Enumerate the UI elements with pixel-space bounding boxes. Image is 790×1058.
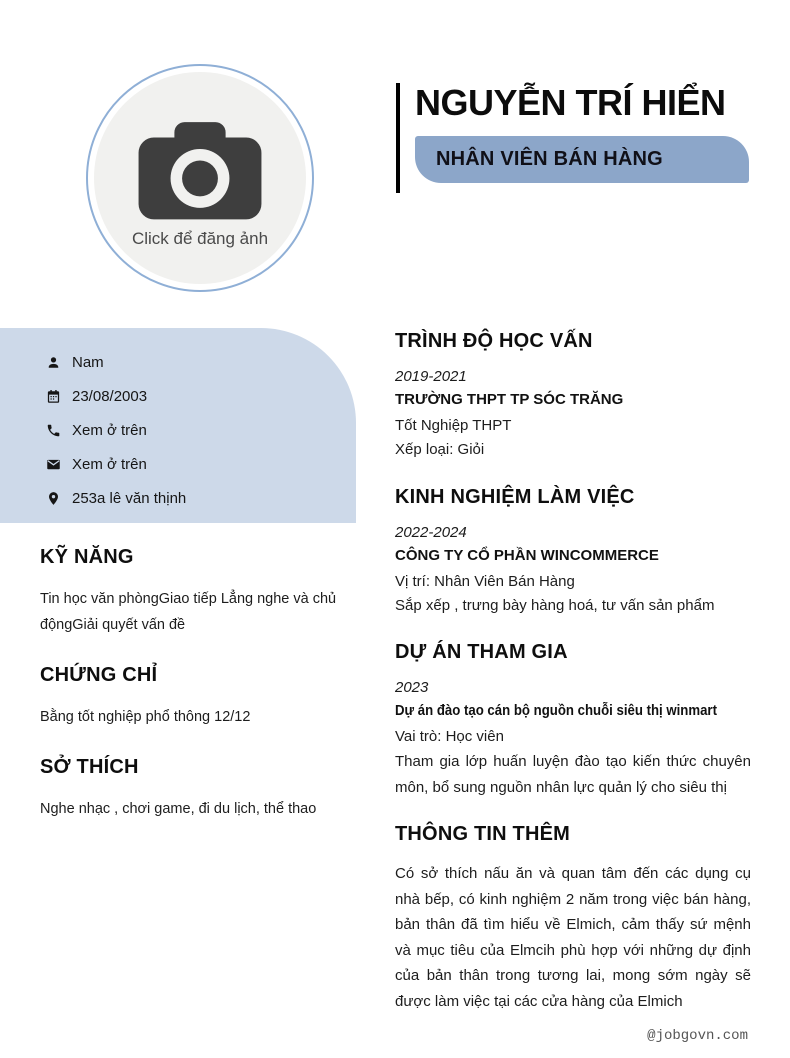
certificates-text: Bằng tốt nghiệp phổ thông 12/12 [40, 709, 251, 726]
phone-value: Xem ở trên [72, 421, 147, 439]
project-period: 2023 [395, 679, 429, 697]
right-column [395, 326, 751, 1014]
additional-info-text: Có sở thích nấu ăn và quan tâm đến các dụng cụ nhà bếp, có kinh nghiệm 2 năm trong việc bán hàng, bản thân đã tìm hiểu về Elmich, cảm thấy sứ mệnh và mục tiêu của Elmcih phù hợp với những dự định của bản thân trong tương lai, mong sớm ngày sẽ được làm việc tại các cửa hàng của Elmich [395, 865, 751, 1010]
phone-icon [46, 423, 61, 438]
education-degree: Tốt Nghiệp THPT [395, 417, 512, 434]
contact-row-gender [46, 352, 356, 372]
email-value: Xem ở trên [72, 455, 147, 473]
project-description: Tham gia lớp huấn luyện đào tạo kiến thức chuyên môn, bổ sung nguồn nhân lực quản lý cho siêu thị [395, 753, 751, 796]
additional-info-section-title: THÔNG TIN THÊM [395, 823, 571, 846]
contact-row-phone [46, 420, 356, 440]
education-section-title: TRÌNH ĐỘ HỌC VẤN [395, 330, 593, 352]
education-rank: Xếp loại: Giỏi [395, 441, 485, 459]
address-value: 253a lê văn thịnh [72, 489, 187, 507]
calendar-icon [46, 389, 61, 404]
education-school: TRƯỜNG THPT TP SÓC TRĂNG [395, 391, 624, 408]
experience-section-title: KINH NGHIỆM LÀM VIỆC [395, 485, 635, 508]
header [396, 80, 756, 183]
experience-description: Sắp xếp , trưng bày hàng hoá, tư vấn sản phẩm [395, 596, 715, 614]
contact-row-birthdate [46, 386, 356, 406]
experience-period: 2022-2024 [395, 523, 467, 541]
hobbies-section-title: SỞ THÍCH [40, 756, 139, 779]
person-icon [46, 355, 61, 370]
photo-upload-button[interactable] [86, 64, 314, 292]
mail-icon [46, 457, 61, 472]
education-period: 2019-2021 [395, 368, 467, 385]
camera-icon [136, 122, 264, 222]
gender-value: Nam [72, 353, 104, 371]
candidate-name: NGUYỄN TRÍ HIỂN [415, 82, 726, 123]
contact-row-email [46, 454, 356, 474]
photo-upload-label: Click để đăng ảnh [131, 229, 269, 248]
skills-text: Tin học văn phòngGiao tiếp Lẳng nghe và chủ độngGiải quyết vấn đề [40, 591, 337, 634]
job-title: NHÂN VIÊN BÁN HÀNG [436, 147, 663, 170]
left-column [40, 537, 360, 822]
job-title-banner [415, 136, 749, 183]
experience-position: Vị trí: Nhân Viên Bán Hàng [395, 572, 575, 590]
photo-placeholder [94, 72, 306, 284]
contact-panel [0, 328, 356, 523]
hobbies-text: Nghe nhạc , chơi game, đi du lịch, thể thao [40, 801, 317, 818]
location-icon [46, 491, 61, 506]
skills-section-title: KỸ NĂNG [40, 546, 134, 568]
project-role: Vai trò: Học viên [395, 728, 504, 746]
watermark: @jobgovn.com [647, 1028, 748, 1044]
project-name: Dự án đào tạo cán bộ nguồn chuỗi siêu thị winmart [395, 702, 717, 720]
contact-row-address [46, 488, 356, 508]
birthdate-value: 23/08/2003 [72, 387, 148, 405]
projects-section-title: DỰ ÁN THAM GIA [395, 641, 568, 664]
certificates-section-title: CHỨNG CHỈ [40, 664, 158, 687]
name-accent-bar [396, 83, 400, 193]
experience-company: CÔNG TY CỔ PHẦN WINCOMMERCE [395, 546, 659, 564]
